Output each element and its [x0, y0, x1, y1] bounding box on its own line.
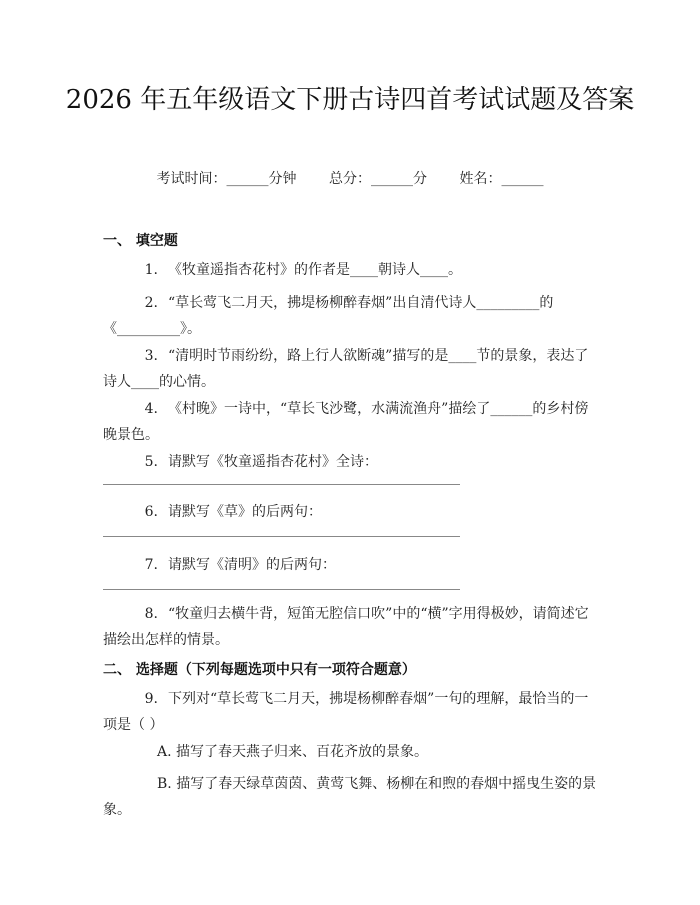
question-text: “牧童归去横牛背，短笛无腔信口吹”中的“横”字用得极妙，请简述它描绘出怎样的情景。	[103, 606, 589, 648]
question-text: 《村晚》一诗中，“草长飞沙鹭，水满流渔舟”描绘了______的乡村傍晚景色。	[103, 401, 589, 443]
question-number: 8.	[144, 606, 158, 622]
question-text: 《牧童遥指杏花村》的作者是____朝诗人____。	[168, 262, 462, 278]
question-number: 3.	[144, 348, 158, 364]
question-text: “清明时节雨纷纷，路上行人欲断魂”描写的是____节的景象，表达了诗人____的心情。	[103, 348, 589, 390]
question-number: 4.	[144, 401, 158, 417]
answer-line[interactable]	[103, 589, 460, 590]
question-2	[103, 290, 598, 342]
question-number: 7.	[144, 557, 158, 573]
exam-time: 考试时间：______分钟	[156, 171, 297, 187]
question-6	[103, 499, 598, 525]
exam-meta	[0, 168, 700, 188]
question-7	[103, 552, 598, 578]
option-b: B. 描写了春天绿草茵茵、黄莺飞舞、杨柳在和煦的春烟中摇曳生姿的景象。	[103, 776, 597, 818]
question-text: “草长莺飞二月天，拂堤杨柳醉春烟”出自清代诗人_________的《_________》。	[103, 295, 554, 337]
question-5	[103, 449, 598, 475]
question-8	[103, 601, 598, 653]
answer-line[interactable]	[103, 484, 460, 485]
question-3	[103, 343, 598, 395]
question-text: 请默写《草》的后两句：	[168, 504, 322, 520]
question-9	[103, 686, 598, 738]
question-text: 下列对“草长莺飞二月天，拂堤杨柳醉春烟”一句的理解，最恰当的一项是（ ）	[103, 691, 589, 733]
question-text: 请默写《清明》的后两句：	[168, 557, 336, 573]
exam-name: 姓名：______	[459, 171, 544, 187]
document-title: 2026 年五年级语文下册古诗四首考试试题及答案	[65, 85, 635, 115]
option-a: A. 描写了春天燕子归来、百花齐放的景象。	[157, 744, 429, 760]
question-number: 6.	[144, 504, 158, 520]
question-number: 2.	[144, 295, 158, 311]
question-number: 5.	[144, 454, 158, 470]
answer-line[interactable]	[103, 536, 460, 537]
question-1	[103, 257, 598, 283]
exam-score: 总分：______分	[329, 171, 427, 187]
section-heading-multiple-choice: 二、 选择题（下列每题选项中只有一项符合题意）	[103, 662, 416, 678]
section-heading-fill-blank: 一、 填空题	[103, 233, 178, 249]
question-number: 9.	[144, 691, 158, 707]
question-number: 1.	[144, 262, 158, 278]
question-text: 请默写《牧童遥指杏花村》全诗：	[168, 454, 378, 470]
question-4	[103, 396, 598, 448]
